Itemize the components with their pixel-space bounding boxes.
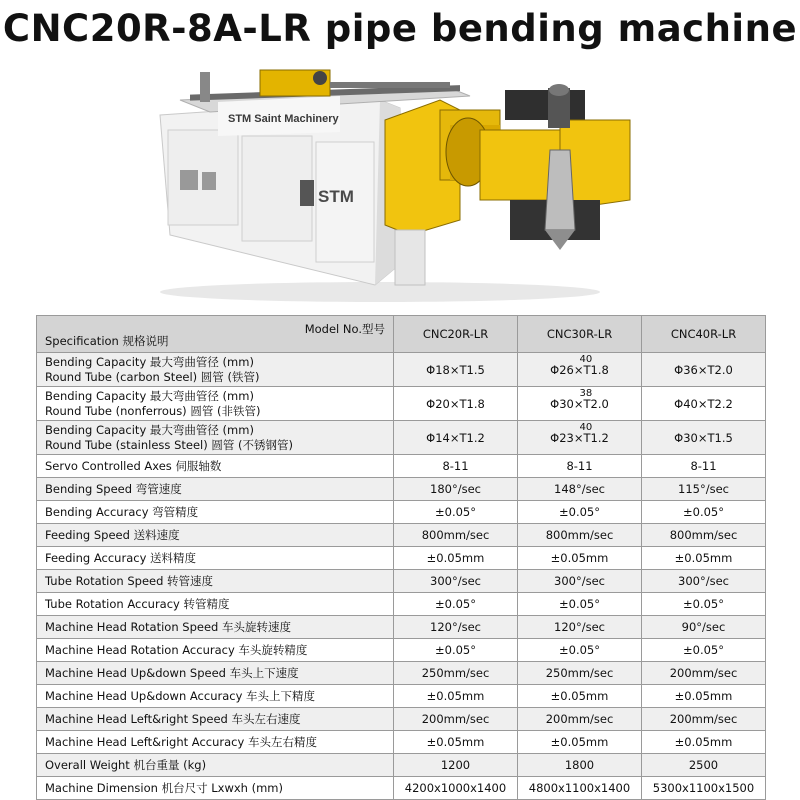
spec-label: Feeding Speed 送料速度 [45,527,180,542]
table-row [37,639,766,662]
spec-value-cell [394,731,518,754]
spec-value-cell [518,353,642,387]
spec-value-cell [642,639,766,662]
table-row [37,387,766,421]
spec-value [683,505,724,519]
spec-value [430,482,481,496]
table-row [37,353,766,387]
spec-value [441,758,470,772]
spec-value-cell [642,524,766,547]
spec-label: Machine Head Rotation Speed 车头旋转速度 [45,619,291,634]
model-header-cnc20r: CNC20R-LR [394,316,518,353]
spec-value-cell [518,593,642,616]
spec-value-cell [394,387,518,421]
spec-value-text: 5300x1100x1500 [652,781,755,795]
spec-value-text: 300°/sec [678,574,729,588]
page-title: CNC20R-8A-LR pipe bending machine [2,7,798,50]
spec-value-cell [642,570,766,593]
spec-value [435,643,476,657]
spec-value-text: 115°/sec [678,482,729,496]
spec-value-text: Φ23×T1.2 [550,430,609,445]
spec-value-cell [518,570,642,593]
spec-value-text: ±0.05° [435,643,476,657]
spec-value [422,528,490,542]
handwritten-note: 38 [579,387,593,399]
table-row [37,455,766,478]
spec-value-text: 800mm/sec [669,528,738,542]
spec-value [405,781,506,795]
spec-value [565,758,594,772]
spec-value [546,528,614,542]
spec-value-cell [394,421,518,455]
spec-label-cell [37,731,394,754]
spec-value [566,459,592,473]
spec-value-cell [642,616,766,639]
table-row [37,685,766,708]
spec-value-cell [518,662,642,685]
spec-label: Tube Rotation Speed 转管速度 [45,573,214,588]
spec-value-text: ±0.05mm [550,551,609,565]
spec-value-cell [642,593,766,616]
spec-value-cell [642,754,766,777]
spec-value [670,528,738,542]
spec-value [435,505,476,519]
spec-value-text: 300°/sec [554,574,605,588]
spec-label-cell [37,421,394,455]
spec-label-cell [37,524,394,547]
spec-label-cell [37,662,394,685]
spec-label-cell [37,685,394,708]
spec-label: Machine Head Rotation Accuracy 车头旋转精度 [45,642,308,657]
spec-value [426,363,485,377]
spec-value-cell [394,478,518,501]
model-no-label: Model No.型号 [304,322,385,336]
table-row [37,662,766,685]
spec-value-cell [394,685,518,708]
spec-label: Feeding Accuracy 送料精度 [45,550,197,565]
spec-value-cell [518,639,642,662]
spec-value-cell [642,731,766,754]
spec-value-text: 1800 [564,758,595,772]
spec-value-cell [394,662,518,685]
spec-value [529,781,630,795]
spec-value-cell [394,455,518,478]
spec-value-cell [394,616,518,639]
spec-value-text: ±0.05mm [426,735,485,749]
spec-value [559,505,600,519]
spec-value [674,431,733,445]
spec-value-cell [642,662,766,685]
spec-value-text: Φ20×T1.8 [426,396,485,411]
spec-value [422,712,490,726]
table-row [37,616,766,639]
spec-value-cell [642,455,766,478]
spec-value-cell [518,708,642,731]
spec-value [670,666,738,680]
spec-value-cell [518,455,642,478]
spec-label-cell [37,547,394,570]
spec-value-text: Φ30×T1.5 [674,430,733,445]
spec-value [546,666,614,680]
spec-value-text: 90°/sec [681,620,726,634]
spec-value [554,482,605,496]
spec-value [678,574,729,588]
spec-label: Tube Rotation Accuracy 转管精度 [45,596,230,611]
spec-value [675,735,733,749]
spec-value-text: ±0.05° [559,597,600,611]
spec-value [427,689,485,703]
spec-value-text: 120°/sec [430,620,481,634]
spec-label: Machine Head Left&right Accuracy 车头左右精度 [45,734,317,749]
spec-value-text: 180°/sec [430,482,481,496]
table-row [37,754,766,777]
logo-text: STM [318,187,354,206]
spec-label-cell [37,387,394,421]
spec-value-cell [642,353,766,387]
spec-value-cell [394,639,518,662]
spec-value-cell [642,777,766,800]
spec-value-cell [394,501,518,524]
spec-value [422,666,490,680]
spec-value [653,781,754,795]
spec-value-cell [518,777,642,800]
spec-value [551,551,609,565]
spec-value [559,643,600,657]
machine-photo [150,60,650,310]
spec-value-cell [394,570,518,593]
handwritten-note: 40 [579,353,593,365]
spec-value-cell [394,754,518,777]
spec-value-text: 8-11 [566,459,593,473]
spec-value [554,574,605,588]
spec-sublabel: Round Tube (nonferrous) 圆管 (非铁管) [45,403,261,418]
spec-value-cell [518,685,642,708]
spec-value-text: 4200x1000x1400 [404,781,507,795]
spec-table [36,315,766,800]
spec-value-text: Φ40×T2.2 [674,396,733,411]
brand-panel: STM Saint Machinery [228,113,339,125]
spec-value-text: 8-11 [442,459,469,473]
spec-value-cell [642,685,766,708]
spec-value [683,597,724,611]
spec-value [554,620,605,634]
spec-value [426,397,485,411]
spec-value-text: Φ26×T1.8 [550,362,609,377]
spec-value-text: 800mm/sec [421,528,490,542]
spec-value-cell [394,708,518,731]
model-header-cnc30r: CNC30R-LR [518,316,642,353]
spec-value [546,712,614,726]
spec-label: Machine Head Up&down Speed 车头上下速度 [45,665,299,680]
spec-value [674,363,733,377]
spec-value-cell [642,387,766,421]
spec-value-text: 4800x1100x1400 [528,781,631,795]
spec-label: Bending Capacity 最大弯曲管径 (mm) [45,422,254,437]
spec-label-cell [37,639,394,662]
spec-value [683,643,724,657]
table-row [37,501,766,524]
spec-value-text: 300°/sec [430,574,481,588]
spec-label: Bending Capacity 最大弯曲管径 (mm) [45,354,254,369]
spec-label-cell [37,616,394,639]
spec-value-cell [642,421,766,455]
spec-label-cell [37,777,394,800]
spec-value-cell [394,593,518,616]
spec-sublabel: Round Tube (carbon Steel) 圆管 (铁管) [45,369,260,384]
spec-value-text: 200mm/sec [421,712,490,726]
spec-value-cell [518,387,642,421]
spec-value-text: ±0.05mm [550,735,609,749]
spec-value-text: 120°/sec [554,620,605,634]
spec-label-cell [37,353,394,387]
spec-value-text: ±0.05° [683,643,724,657]
spec-sublabel: Round Tube (stainless Steel) 圆管 (不锈钢管) [45,437,293,452]
spec-value-text: ±0.05° [559,505,600,519]
spec-value-cell [394,777,518,800]
spec-value-cell [518,421,642,455]
spec-value-text: ±0.05° [435,505,476,519]
handwritten-note: 40 [579,421,593,433]
spec-value [426,431,485,445]
spec-value-cell [518,731,642,754]
spec-value-cell [518,501,642,524]
table-row [37,547,766,570]
spec-value-text: 200mm/sec [545,712,614,726]
spec-label: Machine Dimension 机台尺寸 Lxwxh (mm) [45,780,283,795]
spec-label: Bending Capacity 最大弯曲管径 (mm) [45,388,254,403]
table-row [37,524,766,547]
spec-value-text: 250mm/sec [545,666,614,680]
spec-label-cell [37,754,394,777]
spec-value-text: Φ30×T2.0 [550,396,609,411]
spec-label: Machine Head Up&down Accuracy 车头上下精度 [45,688,316,703]
spec-value [674,397,733,411]
spec-label-cell [37,593,394,616]
spec-value-text: Φ14×T1.2 [426,430,485,445]
spec-value-text: 800mm/sec [545,528,614,542]
spec-value-cell [642,501,766,524]
spec-label: Bending Speed 弯管速度 [45,481,182,496]
spec-value-cell [518,524,642,547]
spec-value-text: ±0.05° [683,505,724,519]
model-header-cnc40r: CNC40R-LR [642,316,766,353]
spec-value-text: ±0.05mm [674,551,733,565]
spec-value-cell [394,353,518,387]
spec-value [430,620,481,634]
spec-value-cell [518,547,642,570]
spec-value [550,353,609,377]
spec-value-text: ±0.05° [435,597,476,611]
spec-value-text: 1200 [440,758,471,772]
spec-value-cell [642,547,766,570]
spec-value-text: ±0.05mm [550,689,609,703]
specification-label: Specification 规格说明 [45,334,169,348]
spec-value [559,597,600,611]
spec-value [670,712,738,726]
spec-value [551,689,609,703]
spec-value-text: 148°/sec [554,482,605,496]
spec-value-cell [642,478,766,501]
spec-value-text: ±0.05mm [426,689,485,703]
spec-value-text: 200mm/sec [669,712,738,726]
spec-value [675,689,733,703]
table-row [37,777,766,800]
spec-value-text: Φ18×T1.5 [426,362,485,377]
table-row [37,731,766,754]
table-header-row [37,316,766,353]
spec-value [550,387,609,411]
spec-value [442,459,468,473]
spec-value-text: Φ36×T2.0 [674,362,733,377]
spec-value-text: 200mm/sec [669,666,738,680]
spec-value-text: ±0.05° [683,597,724,611]
header-spec-cell [37,316,394,353]
spec-value-cell [518,478,642,501]
spec-value-text: 8-11 [690,459,717,473]
spec-value [430,574,481,588]
table-row [37,593,766,616]
spec-value-text: ±0.05mm [674,735,733,749]
spec-label-cell [37,708,394,731]
spec-label: Machine Head Left&right Speed 车头左右速度 [45,711,301,726]
table-row [37,570,766,593]
spec-value [427,551,485,565]
spec-label-cell [37,478,394,501]
spec-value [689,758,718,772]
spec-value-text: 250mm/sec [421,666,490,680]
spec-value [550,421,609,445]
spec-label-cell [37,570,394,593]
spec-value-cell [518,754,642,777]
spec-value-cell [518,616,642,639]
spec-value-text: ±0.05° [559,643,600,657]
spec-value [427,735,485,749]
table-row [37,478,766,501]
spec-value-cell [642,708,766,731]
table-row [37,708,766,731]
spec-label-cell [37,455,394,478]
spec-value [435,597,476,611]
spec-value-text: ±0.05mm [426,551,485,565]
spec-value-text: ±0.05mm [674,689,733,703]
spec-value [678,482,729,496]
spec-value [690,459,716,473]
spec-value [682,620,726,634]
table-row [37,421,766,455]
spec-label: Servo Controlled Axes 伺服轴数 [45,458,222,473]
spec-value [551,735,609,749]
spec-value-text: 2500 [688,758,719,772]
spec-value [675,551,733,565]
spec-value-cell [394,524,518,547]
spec-label: Bending Accuracy 弯管精度 [45,504,199,519]
spec-label-cell [37,501,394,524]
spec-label: Overall Weight 机台重量 (kg) [45,757,207,772]
spec-value-cell [394,547,518,570]
